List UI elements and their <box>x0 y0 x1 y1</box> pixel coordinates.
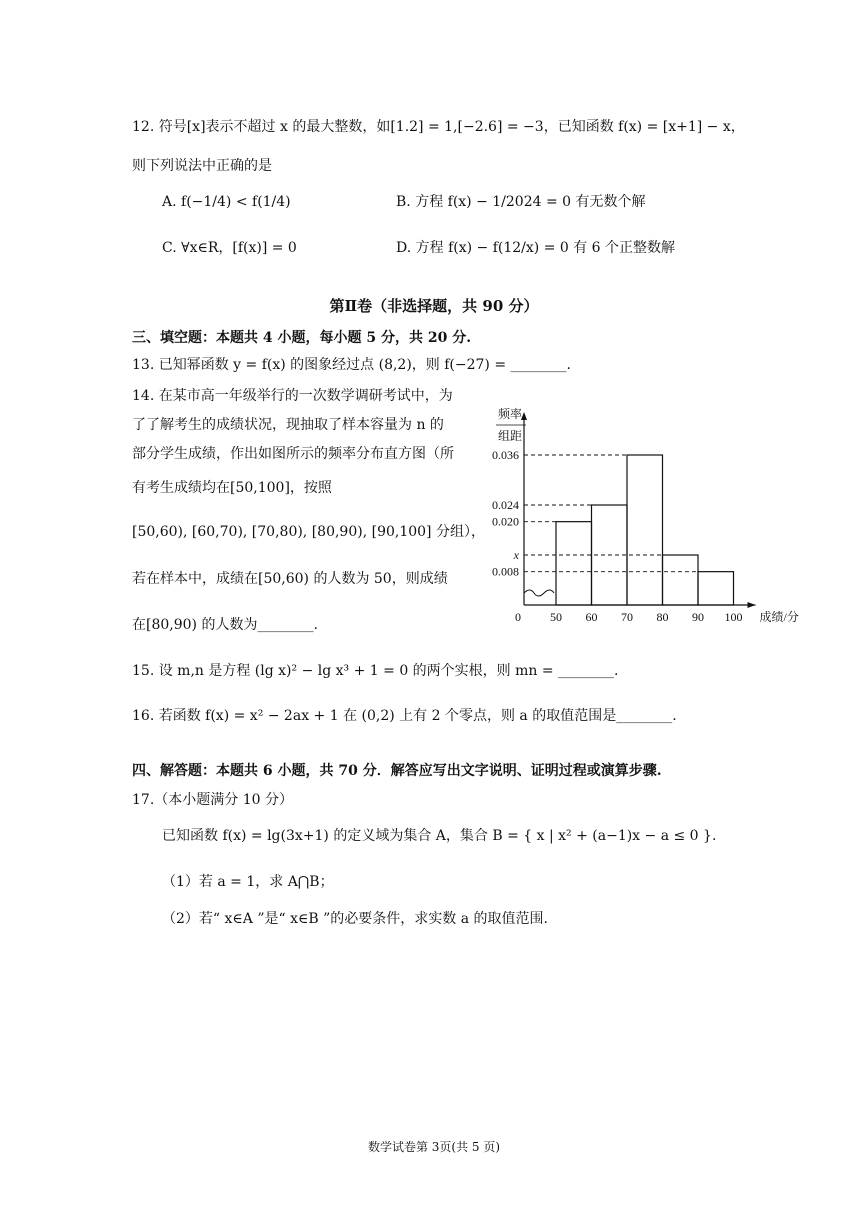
q12-line1: 12. 符号[x]表示不超过 x 的最大整数，如[1.2] = 1,[−2.6] = −3，已知函数 f(x) = [x+1] − x， <box>132 119 745 135</box>
x-tick-label: 60 <box>585 610 598 624</box>
histogram-bar <box>663 555 699 605</box>
x-tick-label: 100 <box>724 610 743 624</box>
x-tick-label: 70 <box>621 610 633 624</box>
histogram-bar <box>627 455 663 605</box>
q15: 15. 设 m,n 是方程 (lg x)² − lg x³ + 1 = 0 的两个实根，则 mn = ________. <box>132 663 619 679</box>
q12-option-b: B. 方程 f(x) − 1/2024 = 0 有无数个解 <box>396 194 646 210</box>
section3-title: 三、填空题：本题共 4 小题，每小题 5 分，共 20 分. <box>132 330 472 346</box>
q14-line7: 在[80,90) 的人数为________. <box>132 617 318 633</box>
q17-body: 已知函数 f(x) = lg(3x+1) 的定义域为集合 A，集合 B = { x | x² + (a−1)x − a ≤ 0 }. <box>162 828 717 844</box>
q17-heading: 17.（本小题满分 10 分） <box>132 792 293 808</box>
page-footer: 数学试卷第 3页(共 5 页) <box>367 1140 501 1154</box>
frequency-histogram <box>478 400 818 630</box>
q16: 16. 若函数 f(x) = x² − 2ax + 1 在 (0,2) 上有 2 个零点，则 a 的取值范围是________. <box>132 708 677 724</box>
q12-option-d: D. 方程 f(x) − f(12/x) = 0 有 6 个正整数解 <box>396 240 676 256</box>
axis-break <box>524 590 554 596</box>
x-axis-label: 成绩/分 <box>759 610 799 624</box>
x-tick-label: 80 <box>656 610 669 624</box>
x-tick-label: 0 <box>515 610 521 624</box>
histogram-bar <box>556 522 592 605</box>
part2-title: 第Ⅱ卷（非选择题，共 90 分） <box>329 297 539 315</box>
q14-line1: 14. 在某市高一年级举行的一次数学调研考试中，为 <box>132 388 453 404</box>
section4-title: 四、解答题：本题共 6 小题，共 70 分．解答应写出文字说明、证明过程或演算步骤. <box>132 763 662 779</box>
q14-line6: 若在样本中，成绩在[50,60) 的人数为 50，则成绩 <box>132 571 448 587</box>
x-tick-label: 50 <box>550 610 562 624</box>
y-tick-label: 0.036 <box>492 448 519 462</box>
q14-line5: [50,60), [60,70), [70,80), [80,90), [90,100] 分组）， <box>132 524 485 540</box>
q14-line3: 部分学生成绩，作出如图所示的频率分布直方图（所 <box>132 446 454 462</box>
y-tick-label: 0.020 <box>492 514 519 529</box>
q14-line2: 了了解考生的成绩状况，现抽取了样本容量为 n 的 <box>132 417 444 433</box>
y-tick-label: x <box>513 548 519 562</box>
q17-part1: （1）若 a = 1，求 A⋂B； <box>162 874 334 890</box>
x-axis-arrow <box>748 602 756 608</box>
y-tick-label: 0.024 <box>492 498 519 512</box>
q12-option-c: C. ∀x∈R，[f(x)] = 0 <box>162 240 297 256</box>
x-tick-label: 90 <box>692 610 704 624</box>
y-tick-label: 0.008 <box>492 564 519 579</box>
q12-option-a: A. f(−1/4) < f(1/4) <box>162 194 291 210</box>
q17-part2: （2）若“ x∈A ”是“ x∈B ”的必要条件，求实数 a 的取值范围. <box>162 911 548 927</box>
y-axis-label-top: 频率 <box>497 407 523 421</box>
q13: 13. 已知幂函数 y = f(x) 的图象经过点 (8,2)，则 f(−27) = ________. <box>132 357 571 373</box>
q14-line4: 有考生成绩均在[50,100]，按照 <box>132 480 332 496</box>
histogram-bar <box>698 572 734 605</box>
q12-line2: 则下列说法中正确的是 <box>132 158 272 174</box>
y-axis-label-bottom: 组距 <box>497 429 523 443</box>
